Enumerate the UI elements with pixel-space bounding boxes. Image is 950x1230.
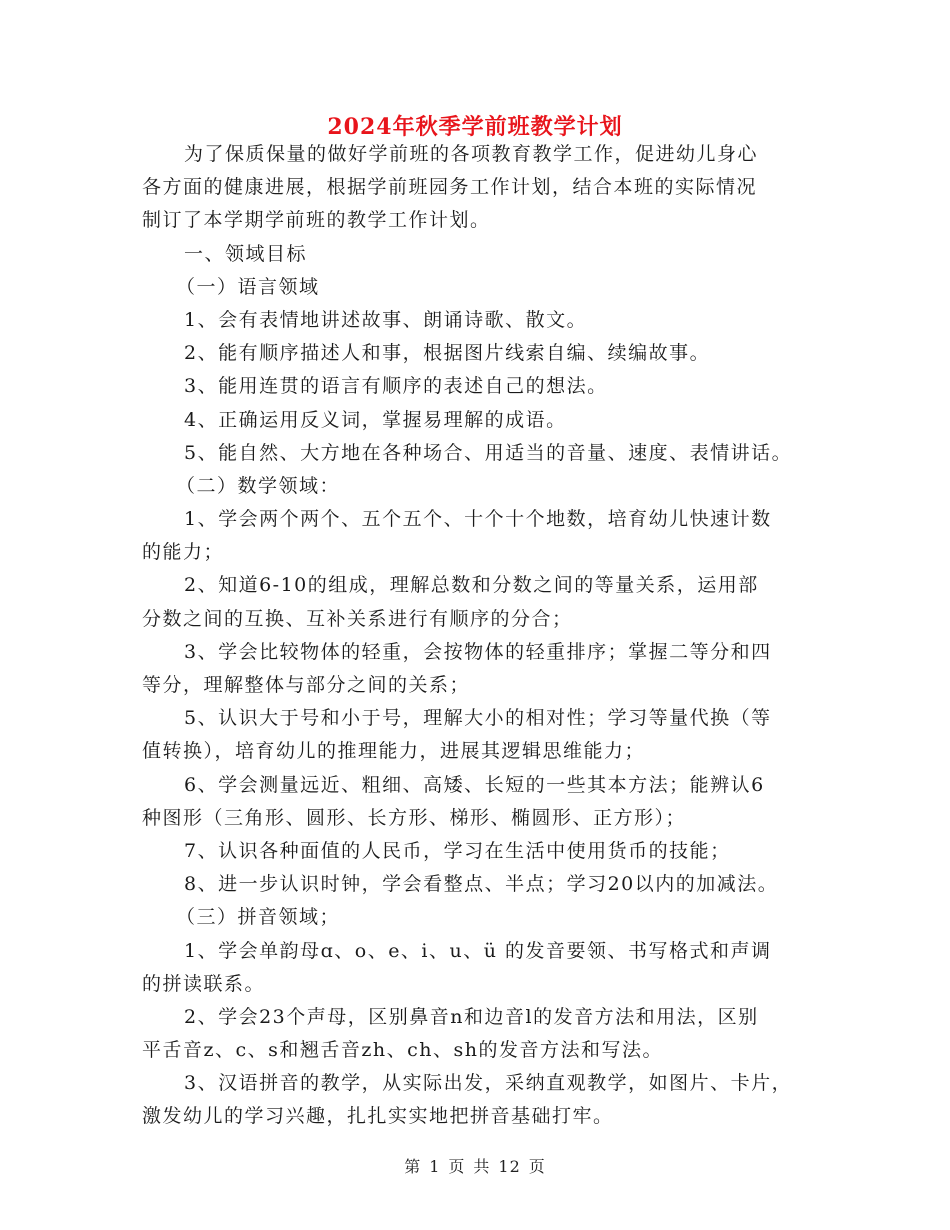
footer-page-prefix: 第 bbox=[404, 1157, 422, 1176]
footer-total-pages: 12 bbox=[498, 1157, 521, 1176]
body-line: 各方面的健康进展，根据学前班园务工作计划，结合本班的实际情况 bbox=[142, 176, 758, 199]
page-footer bbox=[0, 1154, 950, 1177]
body-line: 4、正确运用反义词，掌握易理解的成语。 bbox=[184, 408, 567, 431]
body-line: 2、知道6-10的组成，理解总数和分数之间的等量关系，运用部 bbox=[184, 574, 759, 597]
body-line: 值转换），培育幼儿的推理能力，进展其逻辑思维能力； bbox=[142, 740, 646, 763]
body-line: 5、认识大于号和小于号，理解大小的相对性；学习等量代换（等 bbox=[184, 707, 772, 730]
footer-total-prefix: 共 bbox=[473, 1157, 491, 1176]
body-line: 8、进一步认识时钟，学会看整点、半点；学习20以内的加减法。 bbox=[184, 873, 779, 896]
body-line: 等分，理解整体与部分之间的关系； bbox=[142, 674, 471, 696]
body-line: 5、能自然、大方地在各种场合、用适当的音量、速度、表情讲话。 bbox=[184, 441, 793, 464]
body-line: 1、学会两个两个、五个五个、十个十个地数，培育幼儿快速计数 bbox=[184, 508, 772, 531]
document-body bbox=[142, 138, 832, 1134]
body-line: （三）拼音领域； bbox=[176, 906, 341, 929]
body-line: 的拼读联系。 bbox=[142, 972, 266, 995]
body-line: 种图形（三角形、圆形、长方形、梯形、椭圆形、正方形）； bbox=[142, 806, 687, 829]
body-line: 为了保质保量的做好学前班的各项教育教学工作，促进幼儿身心 bbox=[184, 143, 759, 165]
body-line: （一）语言领域 bbox=[176, 275, 320, 298]
body-line: 2、能有顺序描述人和事，根据图片线索自编、续编故事。 bbox=[184, 342, 711, 365]
body-line: 平舌音z、c、s和翘舌音zh、ch、sh的发音方法和写法。 bbox=[142, 1039, 664, 1062]
body-line: 制订了本学期学前班的教学工作计划。 bbox=[142, 209, 491, 232]
body-line: 的能力； bbox=[142, 541, 225, 564]
footer-page-number: 1 bbox=[429, 1157, 441, 1176]
body-line: 激发幼儿的学习兴趣，扎扎实实地把拼音基础打牢。 bbox=[142, 1105, 614, 1128]
body-line: 2、学会23个声母，区别鼻音n和边音l的发音方法和用法，区别 bbox=[184, 1005, 759, 1028]
body-line: 1、会有表情地讲述故事、朗诵诗歌、散文。 bbox=[184, 308, 588, 331]
body-line: 7、认识各种面值的人民币，学习在生活中使用货币的技能； bbox=[184, 839, 731, 862]
body-line: 1、学会单韵母ɑ、o、e、i、u、ü 的发音要领、书写格式和声调 bbox=[184, 939, 772, 962]
footer-total-unit: 页 bbox=[528, 1157, 546, 1176]
footer-page-unit: 页 bbox=[448, 1157, 466, 1176]
body-line: 分数之间的互换、互补关系进行有顺序的分合； bbox=[142, 607, 573, 630]
document-title: 2024年秋季学前班教学计划 bbox=[327, 114, 623, 140]
body-line: 3、汉语拼音的教学，从实际出发，采纳直观教学，如图片、卡片， bbox=[184, 1072, 793, 1095]
body-line: （二）数学领域： bbox=[176, 474, 341, 497]
body-line: 3、学会比较物体的轻重，会按物体的轻重排序；掌握二等分和四 bbox=[184, 640, 772, 663]
body-line: 一、领域目标 bbox=[184, 242, 308, 265]
body-line: 3、能用连贯的语言有顺序的表述自己的想法。 bbox=[184, 375, 608, 398]
body-line: 6、学会测量远近、粗细、高矮、长短的一些其本方法；能辨认6 bbox=[184, 773, 765, 796]
